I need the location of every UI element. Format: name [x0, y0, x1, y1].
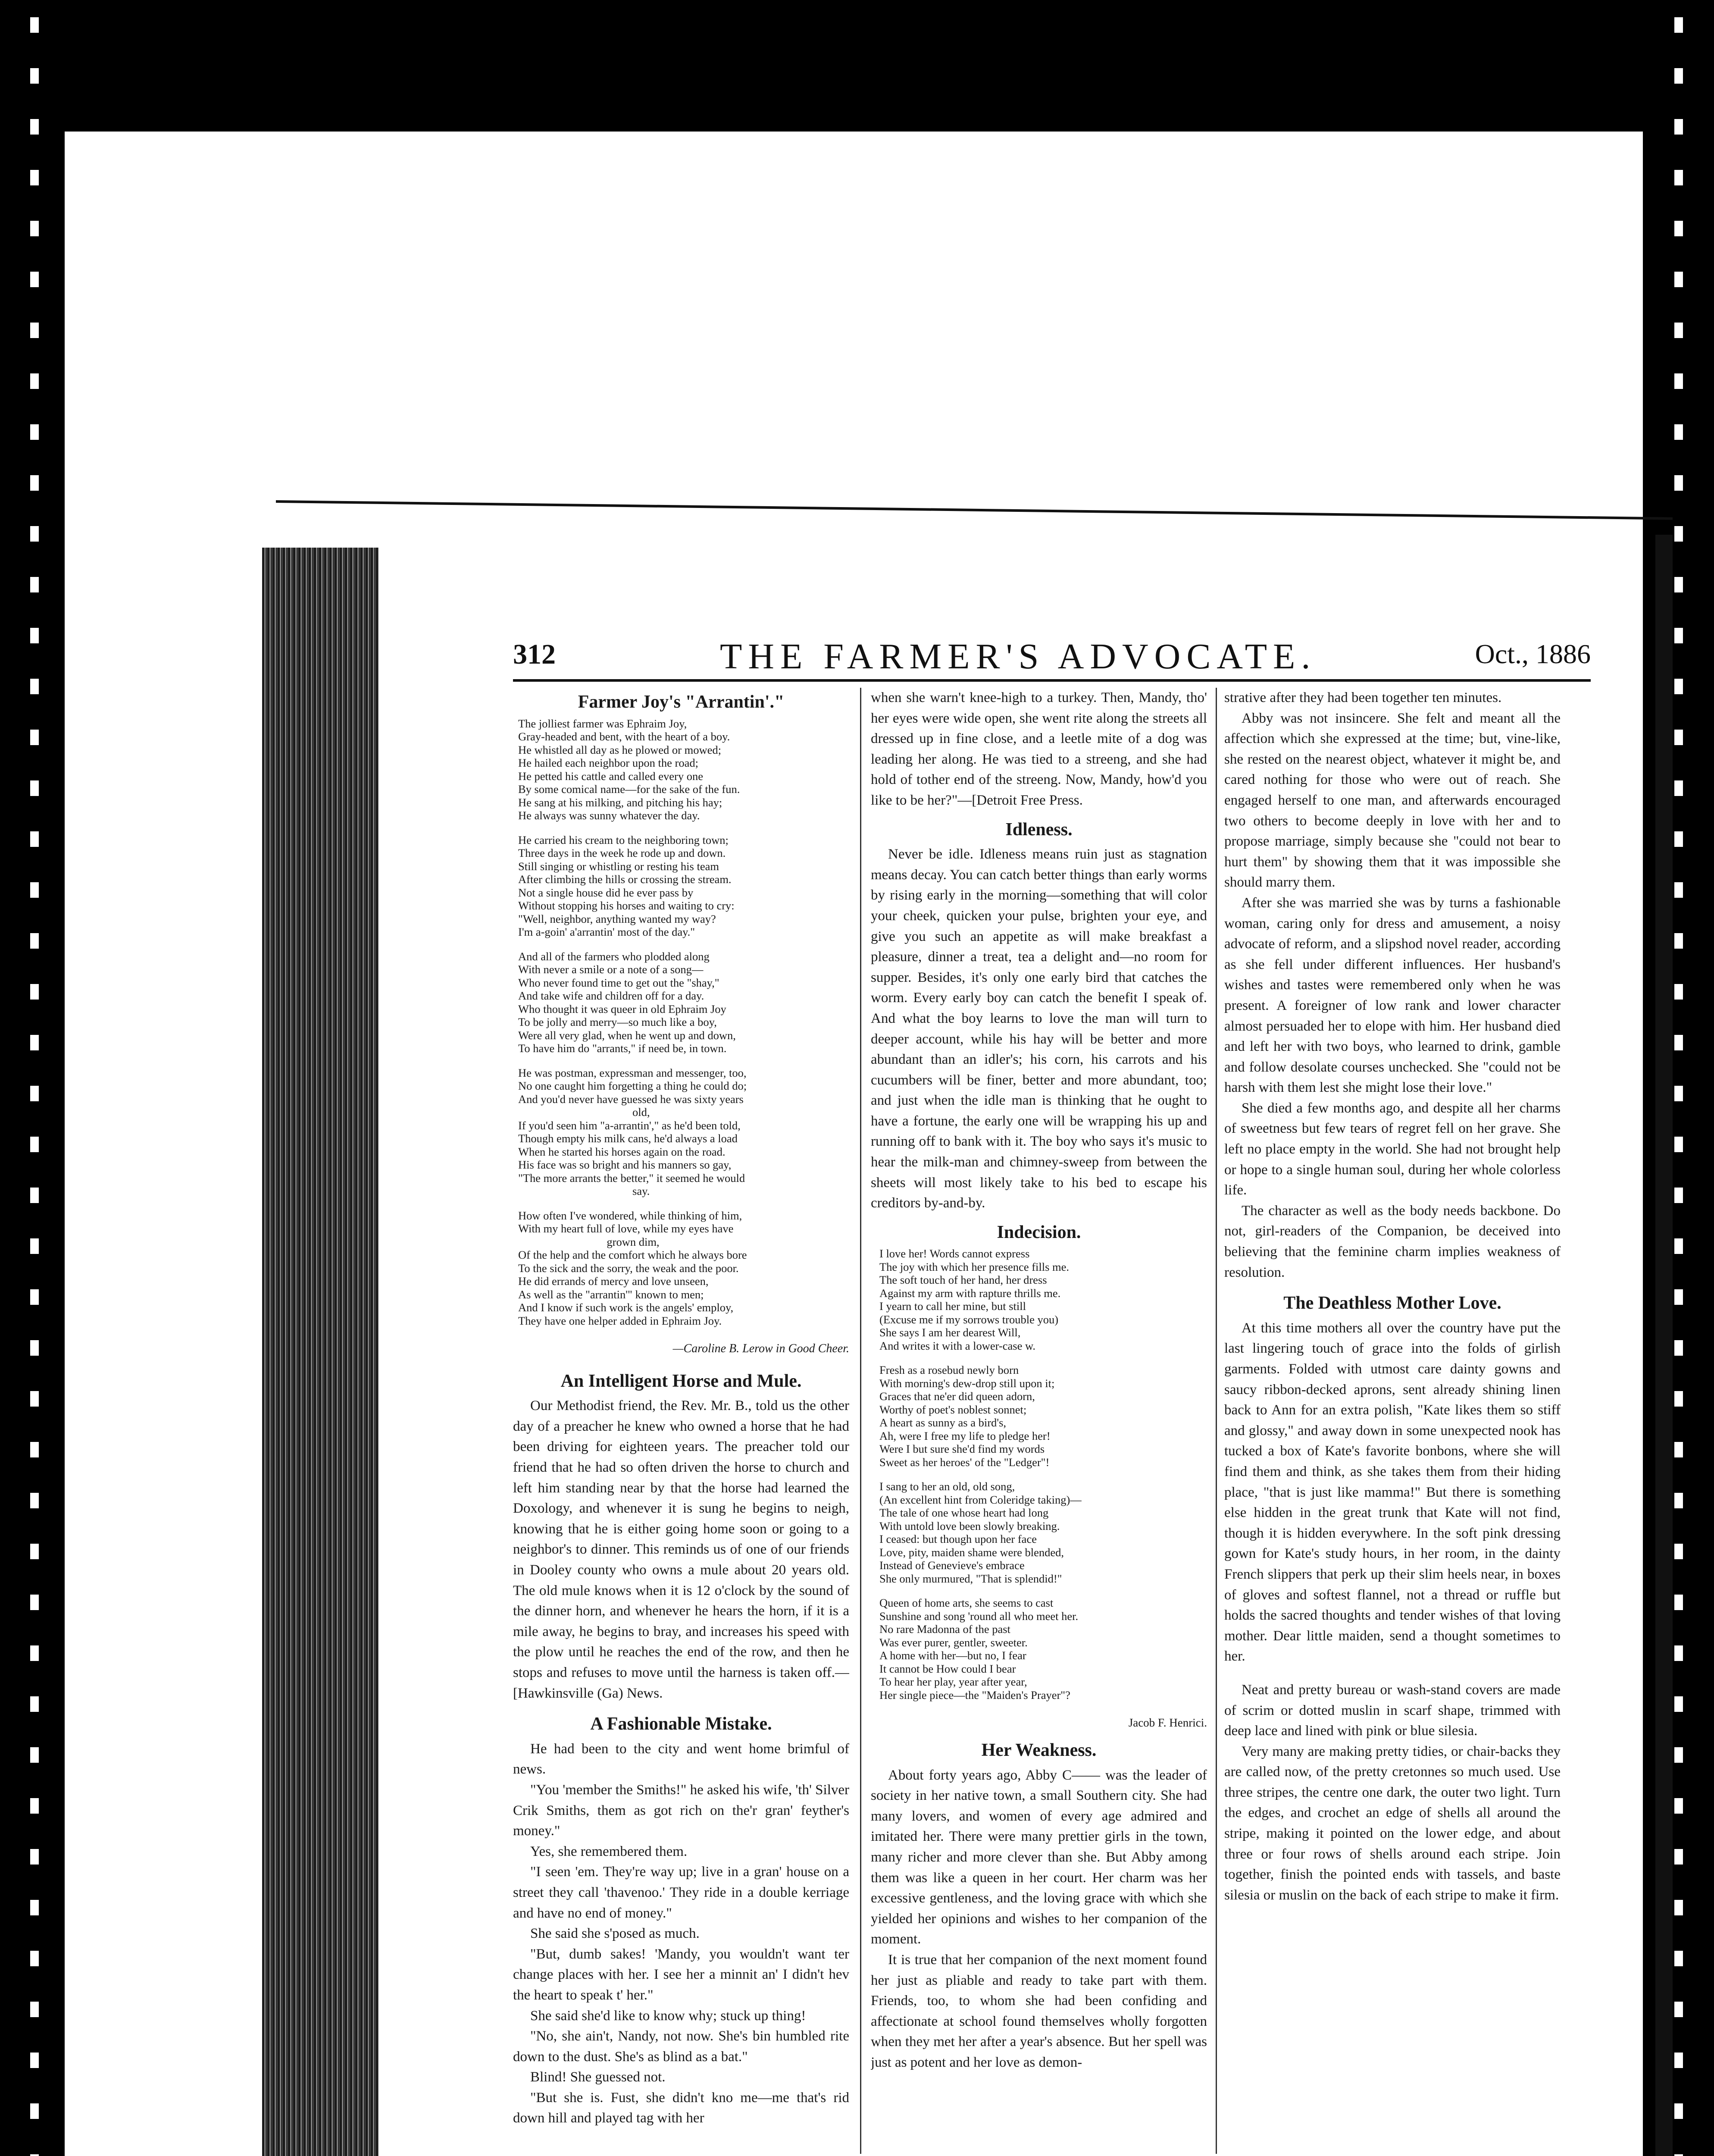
paragraph: Abby was not insincere. She felt and meant all the affection which she expressed at the time; but, vine-like, she rested on the nearest object, whatever it might be, and cared nothing for those who were out of reach. She engaged herself to one man, and afterwards encouraged two others to become deeply in love with her and to propose marriage, simply because she "could not bear to hurt them" by showing them that it was impossible she should marry them. — [1224, 710, 1561, 890]
poem-line: Was ever purer, gentler, sweeter. — [879, 1636, 1028, 1649]
film-sprocket-hole — [1674, 1137, 1683, 1152]
poem-stanza — [879, 1363, 1207, 1469]
poem-line: And I know if such work is the angels' employ, — [518, 1301, 734, 1314]
film-sprocket-hole — [30, 1391, 39, 1407]
paragraph: "I seen 'em. They're way up; live in a gran' house on a street they call 'thavenoo.' They ride in a double kerriage and have no end of money." — [513, 1864, 849, 1921]
poem-line: I yearn to call her mine, but still — [879, 1300, 1026, 1313]
film-sprocket-hole — [30, 1493, 39, 1508]
film-sprocket-hole — [1674, 373, 1683, 389]
paragraph: She said she s'posed as much. — [530, 1926, 700, 1942]
poem-line: Her single piece—the "Maiden's Prayer"? — [879, 1688, 1070, 1702]
film-sprocket-hole — [1674, 1442, 1683, 1457]
film-sprocket-hole — [30, 1289, 39, 1305]
issue-date: Oct., 1886 — [1475, 639, 1591, 669]
poem-line: His face was so bright and his manners so gay, — [518, 1158, 732, 1172]
poem-farmer-joy — [518, 717, 849, 1328]
column-rule — [1216, 688, 1217, 2154]
film-sprocket-hole — [30, 1900, 39, 1915]
paragraph: Neat and pretty bureau or wash-stand covers are made of scrim or dotted muslin in scarf shape, trimmed with deep lace and lined with pink or blue silesia. — [1224, 1682, 1561, 1739]
film-sprocket-hole — [30, 17, 39, 33]
poem-title: Farmer Joy's "Arrantin'." — [578, 692, 785, 712]
poem-line: After climbing the hills or crossing the stream. — [518, 873, 732, 886]
poem-title: Indecision. — [997, 1222, 1081, 1242]
film-sprocket-hole — [30, 780, 39, 796]
poem-line: "Well, neighbor, anything wanted my way? — [518, 912, 716, 925]
paragraph: The character as well as the body needs backbone. Do not, girl-readers of the Companion, be deceived into believing that the feminine charm implies weakness of resolution. — [1224, 1203, 1561, 1280]
column-1 — [513, 688, 849, 2156]
film-sprocket-hole — [1674, 2154, 1683, 2156]
poem-stanza — [518, 1209, 849, 1328]
article-title: The Deathless Mother Love. — [1283, 1293, 1501, 1313]
film-sprocket-hole — [1674, 577, 1683, 592]
page-right-shadow — [1655, 535, 1673, 2156]
poem-line: The joy with which her presence fills me. — [879, 1260, 1070, 1273]
poem-line: With my heart full of love, while my eyes have — [518, 1222, 734, 1235]
film-sprocket-hole — [30, 424, 39, 440]
film-sprocket-hole — [30, 1086, 39, 1101]
film-sprocket-hole — [1674, 119, 1683, 135]
poem-line: old, — [518, 1106, 650, 1119]
article-title: Her Weakness. — [981, 1740, 1097, 1761]
article-body: Our Methodist friend, the Rev. Mr. B., told us the other day of a preacher he knew who owned a horse that he had been driving for eighteen years. The preacher told our friend that he had so often driven the horse to church and left him standing near by that the horse had learned the Doxology, and whenever it is sung he begins to neigh, knowing that he is either going home soon or going to a neighbor's to dinner. This reminds us of one of our friends in Dooley county who owns a mule about 20 years old. The old mule knows when it is 12 o'clock by the sound of the dinner horn, and whenever he hears the horn, if it is a mile away, he begins to bray, and increases his speed with the plow until he reaches the end of the row, and then he stops and refuses to move until the harness is taken off.—[Hawkinsville (Ga) News. — [513, 1398, 849, 1701]
film-sprocket-hole — [30, 221, 39, 236]
poem-line: Instead of Genevieve's embrace — [879, 1559, 1025, 1572]
film-sprocket-hole — [30, 933, 39, 949]
film-sprocket-hole — [30, 1188, 39, 1203]
paragraph: "But she is. Fust, she didn't kno me—me that's rid down hill and played tag with her — [513, 2090, 849, 2126]
poem-line: When he started his horses again on the road. — [518, 1145, 726, 1158]
film-sprocket-hole — [30, 2002, 39, 2017]
film-sprocket-hole — [1674, 1544, 1683, 1559]
paragraph: "No, she ain't, Nandy, not now. She's bin humbled rite down to the dust. She's as blind as a bat." — [513, 2028, 849, 2065]
poem-line: He carried his cream to the neighboring town; — [518, 833, 729, 846]
film-sprocket-hole — [1674, 1595, 1683, 1610]
poem-line: Of the help and the comfort which he always bore — [518, 1248, 747, 1262]
paragraph: Blind! She guessed not. — [530, 2069, 666, 2085]
film-sprocket-hole — [1674, 1035, 1683, 1050]
masthead: THE FARMER'S ADVOCATE. — [720, 636, 1317, 677]
poem-stanza — [879, 1596, 1207, 1702]
film-sprocket-hole — [1674, 475, 1683, 491]
film-sprocket-hole — [1674, 1900, 1683, 1915]
film-sprocket-hole — [30, 373, 39, 389]
film-sprocket-hole — [30, 679, 39, 694]
poem-line: Queen of home arts, she seems to cast — [879, 1596, 1054, 1610]
article-body — [513, 1739, 849, 2129]
poem-line: He was postman, expressman and messenger, too, — [518, 1066, 747, 1079]
poem-line: No one caught him forgetting a thing he could do; — [518, 1079, 747, 1093]
film-sprocket-hole — [30, 1238, 39, 1254]
newspaper-page — [379, 604, 1655, 2156]
film-sprocket-hole — [1674, 1849, 1683, 1865]
poem-line: Were all very glad, when he went up and down, — [518, 1028, 736, 1042]
poem-line: It cannot be How could I bear — [879, 1662, 1016, 1675]
poem-stanza — [879, 1247, 1207, 1352]
poem-line: Not a single house did he ever pass by — [518, 886, 694, 899]
film-sprocket-hole — [30, 2053, 39, 2068]
film-sprocket-hole — [30, 730, 39, 745]
book-page-edges — [262, 548, 378, 2156]
poem-line: With untold love been slowly breaking. — [879, 1519, 1060, 1532]
film-sprocket-hole — [30, 323, 39, 338]
poem-line: say. — [518, 1185, 650, 1198]
poem-line: To the sick and the sorry, the weak and the poor. — [518, 1261, 739, 1275]
film-sprocket-hole — [30, 1747, 39, 1763]
poem-stanza — [518, 717, 849, 822]
poem-signature: Jacob F. Henrici. — [1128, 1716, 1207, 1730]
poem-line: Three days in the week he rode up and down. — [518, 846, 726, 860]
film-sprocket-hole — [30, 1442, 39, 1457]
film-sprocket-hole — [1674, 1798, 1683, 1814]
poem-line: Still singing or whistling or resting his team — [518, 859, 719, 873]
film-sprocket-hole — [1674, 1696, 1683, 1712]
poem-line: (Excuse me if my sorrows trouble you) — [879, 1313, 1059, 1326]
film-sprocket-hole — [1674, 1289, 1683, 1305]
film-sprocket-hole — [1674, 831, 1683, 847]
article-body: At this time mothers all over the country have put the last lingering touch of grace into the folds of girlish garments. Folded with utmost care dainty gowns and saucy ribbon-decked aprons, sent already shining linen back to Ann for an extra polish, "Kate likes them so stiff and glossy," and away down in some unexpected nook has tucked a box of Kate's favorite bonbons, where she will find them and think, as she takes them from their hiding place, "that is just like mamma!" But there is something else hidden in the great trunk that Kate will not find, though it is hidden everywhere. In the soft pink dressing gown for Kate's study hours, in her room, in the dainty French slippers that perk up their slim heels near, in boxes of gloves and softest flannel, not a thread or ruffle but holds the sacred thoughts and tender wishes of that loving mother. Dear little maiden, send a thought sometimes to her. — [1224, 1320, 1561, 1664]
poem-line: To be jolly and merry—so much like a boy, — [518, 1015, 717, 1029]
film-sprocket-hole — [1674, 933, 1683, 949]
poem-line: Against my arm with rapture thrills me. — [879, 1286, 1061, 1300]
poem-attribution: —Caroline B. Lerow in Good Cheer. — [672, 1342, 849, 1356]
film-sprocket-hole — [1674, 1747, 1683, 1763]
poem-line: The soft touch of her hand, her dress — [879, 1273, 1047, 1287]
film-sprocket-hole — [30, 1951, 39, 1966]
poem-stanza — [518, 834, 849, 939]
film-sprocket-hole — [1674, 1188, 1683, 1203]
film-sprocket-hole — [30, 170, 39, 185]
page-number: 312 — [513, 639, 556, 670]
poem-line: And writes it with a lower-case w. — [879, 1339, 1036, 1352]
film-sprocket-hole — [30, 68, 39, 84]
poem-indecision — [879, 1247, 1207, 1702]
film-sprocket-hole — [30, 1696, 39, 1712]
film-sprocket-hole — [30, 1645, 39, 1661]
article-body: Never be idle. Idleness means ruin just as stagnation means decay. You can catch better things than early worms by rising early in the morning—something that will color your cheek, quicken your pulse, brighten your eye, and give you such an appetite as will make breakfast a pleasure, dinner a treat, tea a delight and—no room for supper. Besides, it's only one early bird that catches the worm. Every early boy can catch the benefit I speak of. And what the boy learns to love the man will turn to deeper account, while his hay will be better and more abundant than an idler's; his corn, his carrots and his cucumbers will be finer, better and more abundant, too; and just when the idle man is thinking that he ought to have a fortune, the early one will be wrapping his up and running off to bank with it. The boy who says it's music to hear the milk-man and chimney-sweep from between the sheets will most likely take to his bed to escape his creditors by-and-by. — [871, 846, 1207, 1211]
poem-line: He whistled all day as he plowed or mowed; — [518, 743, 721, 756]
poem-line: I ceased: but though upon her face — [879, 1532, 1037, 1546]
film-sprocket-hole — [30, 1595, 39, 1610]
poem-stanza — [879, 1480, 1207, 1585]
film-sprocket-hole — [1674, 2053, 1683, 2068]
poem-line: The jolliest farmer was Ephraim Joy, — [518, 717, 687, 730]
header-rule — [513, 679, 1591, 682]
paragraph: "You 'member the Smiths!" he asked his wife, 'th' Silver Crik Smiths, them as got rich on the'r gran' feyther's money." — [513, 1782, 849, 1839]
poem-line: If you'd seen him "a-arrantin'," as he'd been told, — [518, 1119, 741, 1132]
article-body — [1224, 1680, 1561, 1906]
poem-line: She only murmured, "That is splendid!" — [879, 1572, 1062, 1585]
poem-line: He hailed each neighbor upon the road; — [518, 756, 698, 770]
article-title: Idleness. — [1005, 819, 1073, 840]
article-continued: when she warn't knee-high to a turkey. Then, Mandy, tho' her eyes were wide open, she went rite along the streets all dressed up in fine close, and a leetle mite of a dog was leading her along. He was tied to a streeng, and she had hold of tother end of the streeng. Now, Mandy, how'd you like to be her?"—[Detroit Free Press. — [871, 690, 1207, 808]
poem-line: They have one helper added in Ephraim Joy. — [518, 1314, 722, 1327]
film-sprocket-hole — [1674, 1493, 1683, 1508]
poem-line: Love, pity, maiden shame were blended, — [879, 1545, 1064, 1559]
paragraph: After she was married she was by turns a fashionable woman, caring only for dress and amusement, a noisy advocate of reform, and a slipshod novel reader, according as she fell under different influences. Her husband's wishes and tastes were remembered only when he was present. A foreigner of low rank and lower character almost persuaded her to elope with him. Her husband died and left her with two boys, who learned to drink, gamble and follow desolate courses unchecked. She "could not be harsh with them lest she might lose their love." — [1224, 895, 1561, 1096]
poem-line: He always was sunny whatever the day. — [518, 809, 700, 822]
film-sprocket-hole — [30, 1340, 39, 1356]
film-sprocket-hole — [1674, 272, 1683, 287]
film-sprocket-hole — [1674, 780, 1683, 796]
column-rule — [860, 688, 861, 2154]
poem-line: With never a smile or a note of a song— — [518, 963, 704, 976]
film-sprocket-hole — [30, 119, 39, 135]
film-sprocket-hole — [30, 628, 39, 643]
film-sprocket-hole — [30, 1544, 39, 1559]
film-sprocket-hole — [1674, 170, 1683, 185]
poem-line: A home with her—but no, I fear — [879, 1649, 1026, 1662]
film-sprocket-hole — [1674, 1340, 1683, 1356]
film-border-top — [0, 0, 1714, 132]
film-sprocket-hole — [1674, 526, 1683, 542]
poem-line: Who never found time to get out the "shay," — [518, 976, 719, 989]
film-sprocket-hole — [30, 526, 39, 542]
film-sprocket-hole — [30, 2103, 39, 2119]
column-3 — [1224, 688, 1561, 2156]
film-sprocket-hole — [30, 882, 39, 898]
film-sprocket-hole — [30, 1798, 39, 1814]
film-sprocket-hole — [1674, 2103, 1683, 2119]
page-top-edge — [276, 500, 1673, 567]
poem-line: And all of the farmers who plodded along — [518, 950, 710, 963]
poem-line: No rare Madonna of the past — [879, 1623, 1010, 1636]
poem-line: With morning's dew-drop still upon it; — [879, 1376, 1055, 1390]
poem-line: By some comical name—for the sake of the fun. — [518, 783, 740, 796]
paragraph: "But, dumb sakes! 'Mandy, you wouldn't want ter change places with her. I see her a minnit an' I didn't hev the heart to speak t' her." — [513, 1946, 849, 2003]
poem-stanza — [518, 950, 849, 1055]
film-sprocket-hole — [30, 577, 39, 592]
column-2 — [871, 688, 1207, 2156]
film-sprocket-hole — [1674, 1951, 1683, 1966]
poem-line: Worthy of poet's noblest sonnet; — [879, 1403, 1027, 1416]
film-sprocket-hole — [1674, 628, 1683, 643]
poem-line: To have him do "arrants," if need be, in town. — [518, 1042, 727, 1055]
poem-line: How often I've wondered, while thinking of him, — [518, 1209, 742, 1222]
poem-line: I love her! Words cannot express — [879, 1247, 1030, 1260]
article-title: A Fashionable Mistake. — [590, 1714, 772, 1734]
poem-line: I sang to her an old, old song, — [879, 1480, 1015, 1493]
poem-line: A heart as sunny as a bird's, — [879, 1416, 1007, 1429]
film-sprocket-hole — [1674, 424, 1683, 440]
poem-line: Who thought it was queer in old Ephraim Joy — [518, 1002, 726, 1015]
poem-line: "The more arrants the better," it seemed he would — [518, 1171, 745, 1185]
film-sprocket-hole — [1674, 1086, 1683, 1101]
paragraph: He had been to the city and went home brimful of news. — [513, 1741, 849, 1777]
poem-line: Fresh as a rosebud newly born — [879, 1363, 1019, 1377]
poem-line: Though empty his milk cans, he'd always a load — [518, 1132, 738, 1145]
poem-line: She says I am her dearest Will, — [879, 1326, 1021, 1339]
poem-line: And take wife and children off for a day. — [518, 989, 704, 1003]
paragraph: She said she'd like to know why; stuck up thing! — [530, 2008, 806, 2024]
poem-line: Gray-headed and bent, with the heart of a boy. — [518, 730, 730, 743]
article-continued — [1224, 688, 1561, 1283]
paragraph: Very many are making pretty tidies, or chair-backs they are called now, of the pretty cretonnes so much used. Use three stripes, the centre one dark, the outer two light. Turn the edges, and crochet an edge of shells all around the stripe, making it pointed on the lower edge, and about three or four rows of shells around each stripe. Join together, finish the pointed ends with tassels, and baste silesia or muslin on the back of each stripe to make it firm. — [1224, 1743, 1561, 1903]
page-header — [513, 638, 1591, 679]
film-sprocket-hole — [30, 984, 39, 1000]
poem-line: Graces that ne'er did queen adorn, — [879, 1390, 1035, 1403]
film-sprocket-hole — [1674, 68, 1683, 84]
poem-line: He sang at his milking, and pitching his hay; — [518, 796, 723, 809]
film-sprocket-hole — [1674, 221, 1683, 236]
poem-line: Sunshine and song 'round all who meet her. — [879, 1609, 1079, 1623]
film-sprocket-hole — [1674, 730, 1683, 745]
article-body — [871, 1765, 1207, 2073]
paragraph: Yes, she remembered them. — [530, 1843, 688, 1859]
poem-line: (An excellent hint from Coleridge taking)— — [879, 1493, 1082, 1506]
poem-line: He petted his cattle and called every one — [518, 769, 703, 783]
film-sprocket-hole — [30, 1849, 39, 1865]
film-sprocket-hole — [1674, 882, 1683, 898]
paragraph: strative after they had been together ten minutes. — [1224, 690, 1502, 705]
film-sprocket-hole — [30, 831, 39, 847]
paragraph: She died a few months ago, and despite all her charms of sweetness but few tears of regret fell on her grave. She left no place empty in the world. She had not brought help or hope to a single human soul, during her whole colorless life. — [1224, 1100, 1561, 1198]
poem-line: grown dim, — [518, 1235, 660, 1248]
poem-line: The tale of one whose heart had long — [879, 1506, 1049, 1520]
film-sprocket-hole — [1674, 1645, 1683, 1661]
film-sprocket-hole — [30, 1137, 39, 1152]
film-sprocket-hole — [1674, 1391, 1683, 1407]
poem-stanza — [518, 1066, 849, 1198]
film-sprocket-hole — [1674, 2002, 1683, 2017]
poem-line: Ah, were I free my life to pledge her! — [879, 1429, 1051, 1442]
poem-line: I'm a-goin' a'arrantin' most of the day." — [518, 925, 695, 939]
film-sprocket-hole — [30, 2154, 39, 2156]
paragraph: About forty years ago, Abby C—— was the leader of society in her native town, a small Southern city. She had many lovers, and women of every age admired and imitated her. There were many prettier girls in the town, many richer and more clever than she. But Abby among them was like a queen in her court. Her charm was her excessive gentleness, and the loving grace with which she yielded her opinions and wishes to her companion of the moment. — [871, 1767, 1207, 1947]
poem-line: And you'd never have guessed he was sixty years — [518, 1092, 744, 1106]
poem-line: Sweet as her heroes' of the "Ledger"! — [879, 1455, 1050, 1469]
film-sprocket-hole — [1674, 1238, 1683, 1254]
film-sprocket-hole — [1674, 17, 1683, 33]
film-sprocket-hole — [30, 475, 39, 491]
poem-line: He did errands of mercy and love unseen, — [518, 1275, 709, 1288]
poem-line: Without stopping his horses and waiting to cry: — [518, 899, 735, 912]
poem-line: As well as the "arrantin'" known to men; — [518, 1288, 704, 1301]
film-sprocket-hole — [1674, 984, 1683, 1000]
film-sprocket-hole — [30, 1035, 39, 1050]
poem-line: Were I but sure she'd find my words — [879, 1442, 1045, 1456]
poem-line: To hear her play, year after year, — [879, 1675, 1027, 1689]
paragraph: It is true that her companion of the next moment found her just as pliable and ready to take part with them. Friends, too, to whom she had been confiding and affectionate at school found themselves wholly forgotten when they met her after a year's absence. But her spell was just as potent and her love as demon- — [871, 1952, 1207, 2070]
film-sprocket-hole — [1674, 323, 1683, 338]
film-sprocket-hole — [1674, 679, 1683, 694]
article-title: An Intelligent Horse and Mule. — [560, 1371, 802, 1391]
film-sprocket-hole — [30, 272, 39, 287]
